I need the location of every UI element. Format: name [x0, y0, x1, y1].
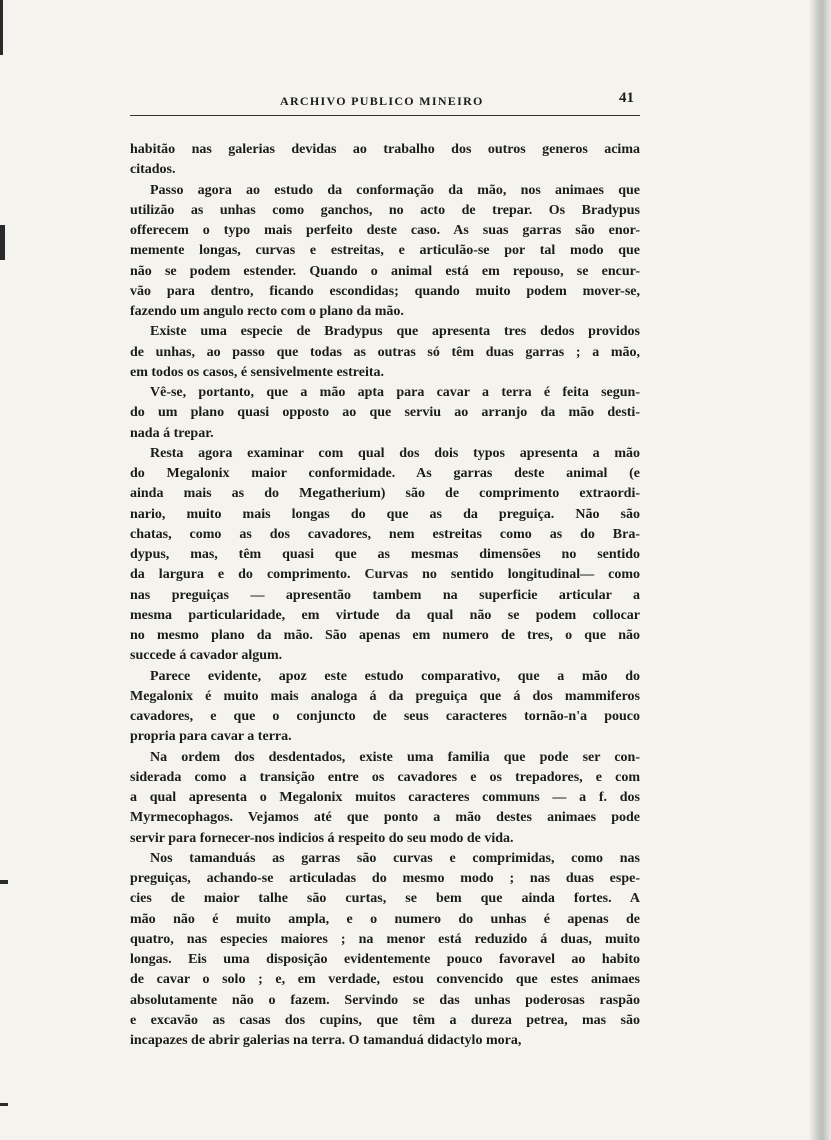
body-text	[130, 140, 640, 1051]
text-line: succede á cavador algum.	[130, 648, 283, 664]
text-line: mesma particularidade, em virtude da qual não se podem collocar	[130, 607, 640, 623]
paragraph	[130, 181, 640, 323]
text-line: de unhas, ao passo que todas as outras só têm duas garras ; a mão,	[130, 344, 640, 360]
text-line: em todos os casos, é sensivelmente estreita.	[130, 364, 385, 380]
paragraph	[130, 140, 640, 181]
text-line: Parece evidente, apoz este estudo comparativo, que a mão do	[150, 668, 640, 684]
text-line: não se podem estender. Quando o animal está em repouso, se encur-	[130, 263, 640, 279]
binding-mark	[0, 225, 5, 260]
text-line: do um plano quasi opposto ao que serviu ao arranjo da mão desti-	[130, 405, 640, 421]
text-line: chatas, como as dos cavadores, nem estreitas como as do Bra-	[130, 526, 640, 542]
binding-mark	[0, 0, 3, 55]
text-line: Na ordem dos desdentados, existe uma familia que pode ser con-	[150, 749, 640, 765]
text-line: ainda mais as do Megatherium) são de comprimento extraordi-	[130, 486, 640, 502]
text-line: longas. Eis uma disposição evidentemente pouco favoravel ao habito	[130, 952, 640, 967]
binding-mark	[0, 880, 8, 884]
text-line: Resta agora examinar com qual dos dois typos apresenta a mão	[150, 445, 640, 461]
text-line: Megalonix é muito mais analoga á da preguiça que á dos mammiferos	[130, 688, 640, 704]
text-line: nas preguiças — apresentão tambem na superficie articular a	[130, 587, 640, 603]
paragraph	[130, 322, 640, 383]
paragraph	[130, 667, 640, 748]
page-number: 41	[619, 90, 634, 106]
text-line: offerecem o typo mais perfeito deste caso. As suas garras são enor-	[130, 223, 640, 238]
text-line: no mesmo plano da mão. São apenas em numero de tres, o que não	[130, 628, 640, 643]
text-line: absolutamente não o fazem. Servindo se das unhas poderosas raspão	[130, 992, 640, 1008]
paragraph	[130, 383, 640, 444]
text-line: do Megalonix maior conformidade. As garras deste animal (e	[130, 466, 640, 481]
text-line: dypus, mas, têm quasi que as mesmas dimensões no sentido	[130, 547, 640, 562]
text-line: servir para fornecer-nos indicios á respeito do seu modo de vida.	[130, 830, 514, 846]
text-line: cavadores, e que o conjuncto de seus caracteres tornão-n'a pouco	[130, 709, 640, 724]
text-line: memente longas, curvas e estreitas, e articulão-se por tal modo que	[130, 243, 640, 259]
text-line: incapazes de abrir galerias na terra. O tamanduá didactylo mora,	[130, 1033, 522, 1048]
text-line: nario, muito mais longas do que as da preguiça. Não são	[130, 506, 640, 522]
text-line: e excavão as casas dos cupins, que têm a dureza petrea, mas são	[130, 1012, 640, 1028]
text-line: preguiças, achando-se articuladas do mesmo modo ; nas duas espe-	[130, 871, 640, 886]
running-title: ARCHIVO PUBLICO MINEIRO	[280, 94, 484, 108]
text-line: utilizão as unhas como ganchos, no acto de trepar. Os Bradypus	[130, 202, 640, 218]
text-line: cies de maior talhe são curtas, se bem que ainda fortes. A	[130, 891, 640, 907]
text-line: Vê-se, portanto, que a mão apta para cavar a terra é feita segun-	[150, 385, 640, 400]
page-edge-shadow	[809, 0, 831, 1140]
paragraph	[130, 444, 640, 667]
text-line: a qual apresenta o Megalonix muitos caracteres communs — a f. dos	[130, 790, 640, 805]
text-line: Myrmecophagos. Vejamos até que ponto a mão destes animaes pode	[130, 810, 640, 826]
page-header	[130, 90, 640, 116]
text-line: siderada como a transição entre os cavadores e os trepadores, e com	[130, 769, 640, 785]
text-line: Passo agora ao estudo da conformação da mão, nos animaes que	[150, 182, 640, 198]
text-line: habitão nas galerias devidas ao trabalho dos outros generos acima	[130, 142, 640, 157]
paragraph	[130, 849, 640, 1052]
text-line: nada á trepar.	[130, 425, 214, 441]
text-line: quatro, nas especies maiores ; na menor está reduzido á duas, muito	[130, 931, 640, 947]
text-line: da largura e do comprimento. Curvas no sentido longitudinal— como	[130, 567, 640, 583]
binding-mark	[0, 1103, 8, 1106]
paragraph	[130, 748, 640, 849]
text-line: vão para dentro, ficando escondidas; quando muito podem mover-se,	[130, 283, 640, 299]
text-line: mão não é muito ampla, e o numero do unhas é apenas de	[130, 911, 640, 927]
text-line: fazendo um angulo recto com o plano da mão.	[130, 304, 404, 319]
text-line: citados.	[130, 162, 176, 178]
text-line: de cavar o solo ; e, em verdade, estou convencido que estes animaes	[130, 972, 640, 988]
text-line: Existe uma especie de Bradypus que apresenta tres dedos providos	[150, 324, 640, 340]
text-line: propria para cavar a terra.	[130, 729, 292, 745]
text-line: Nos tamanduás as garras são curvas e comprimidas, como nas	[150, 850, 640, 866]
header-rule	[130, 115, 640, 116]
